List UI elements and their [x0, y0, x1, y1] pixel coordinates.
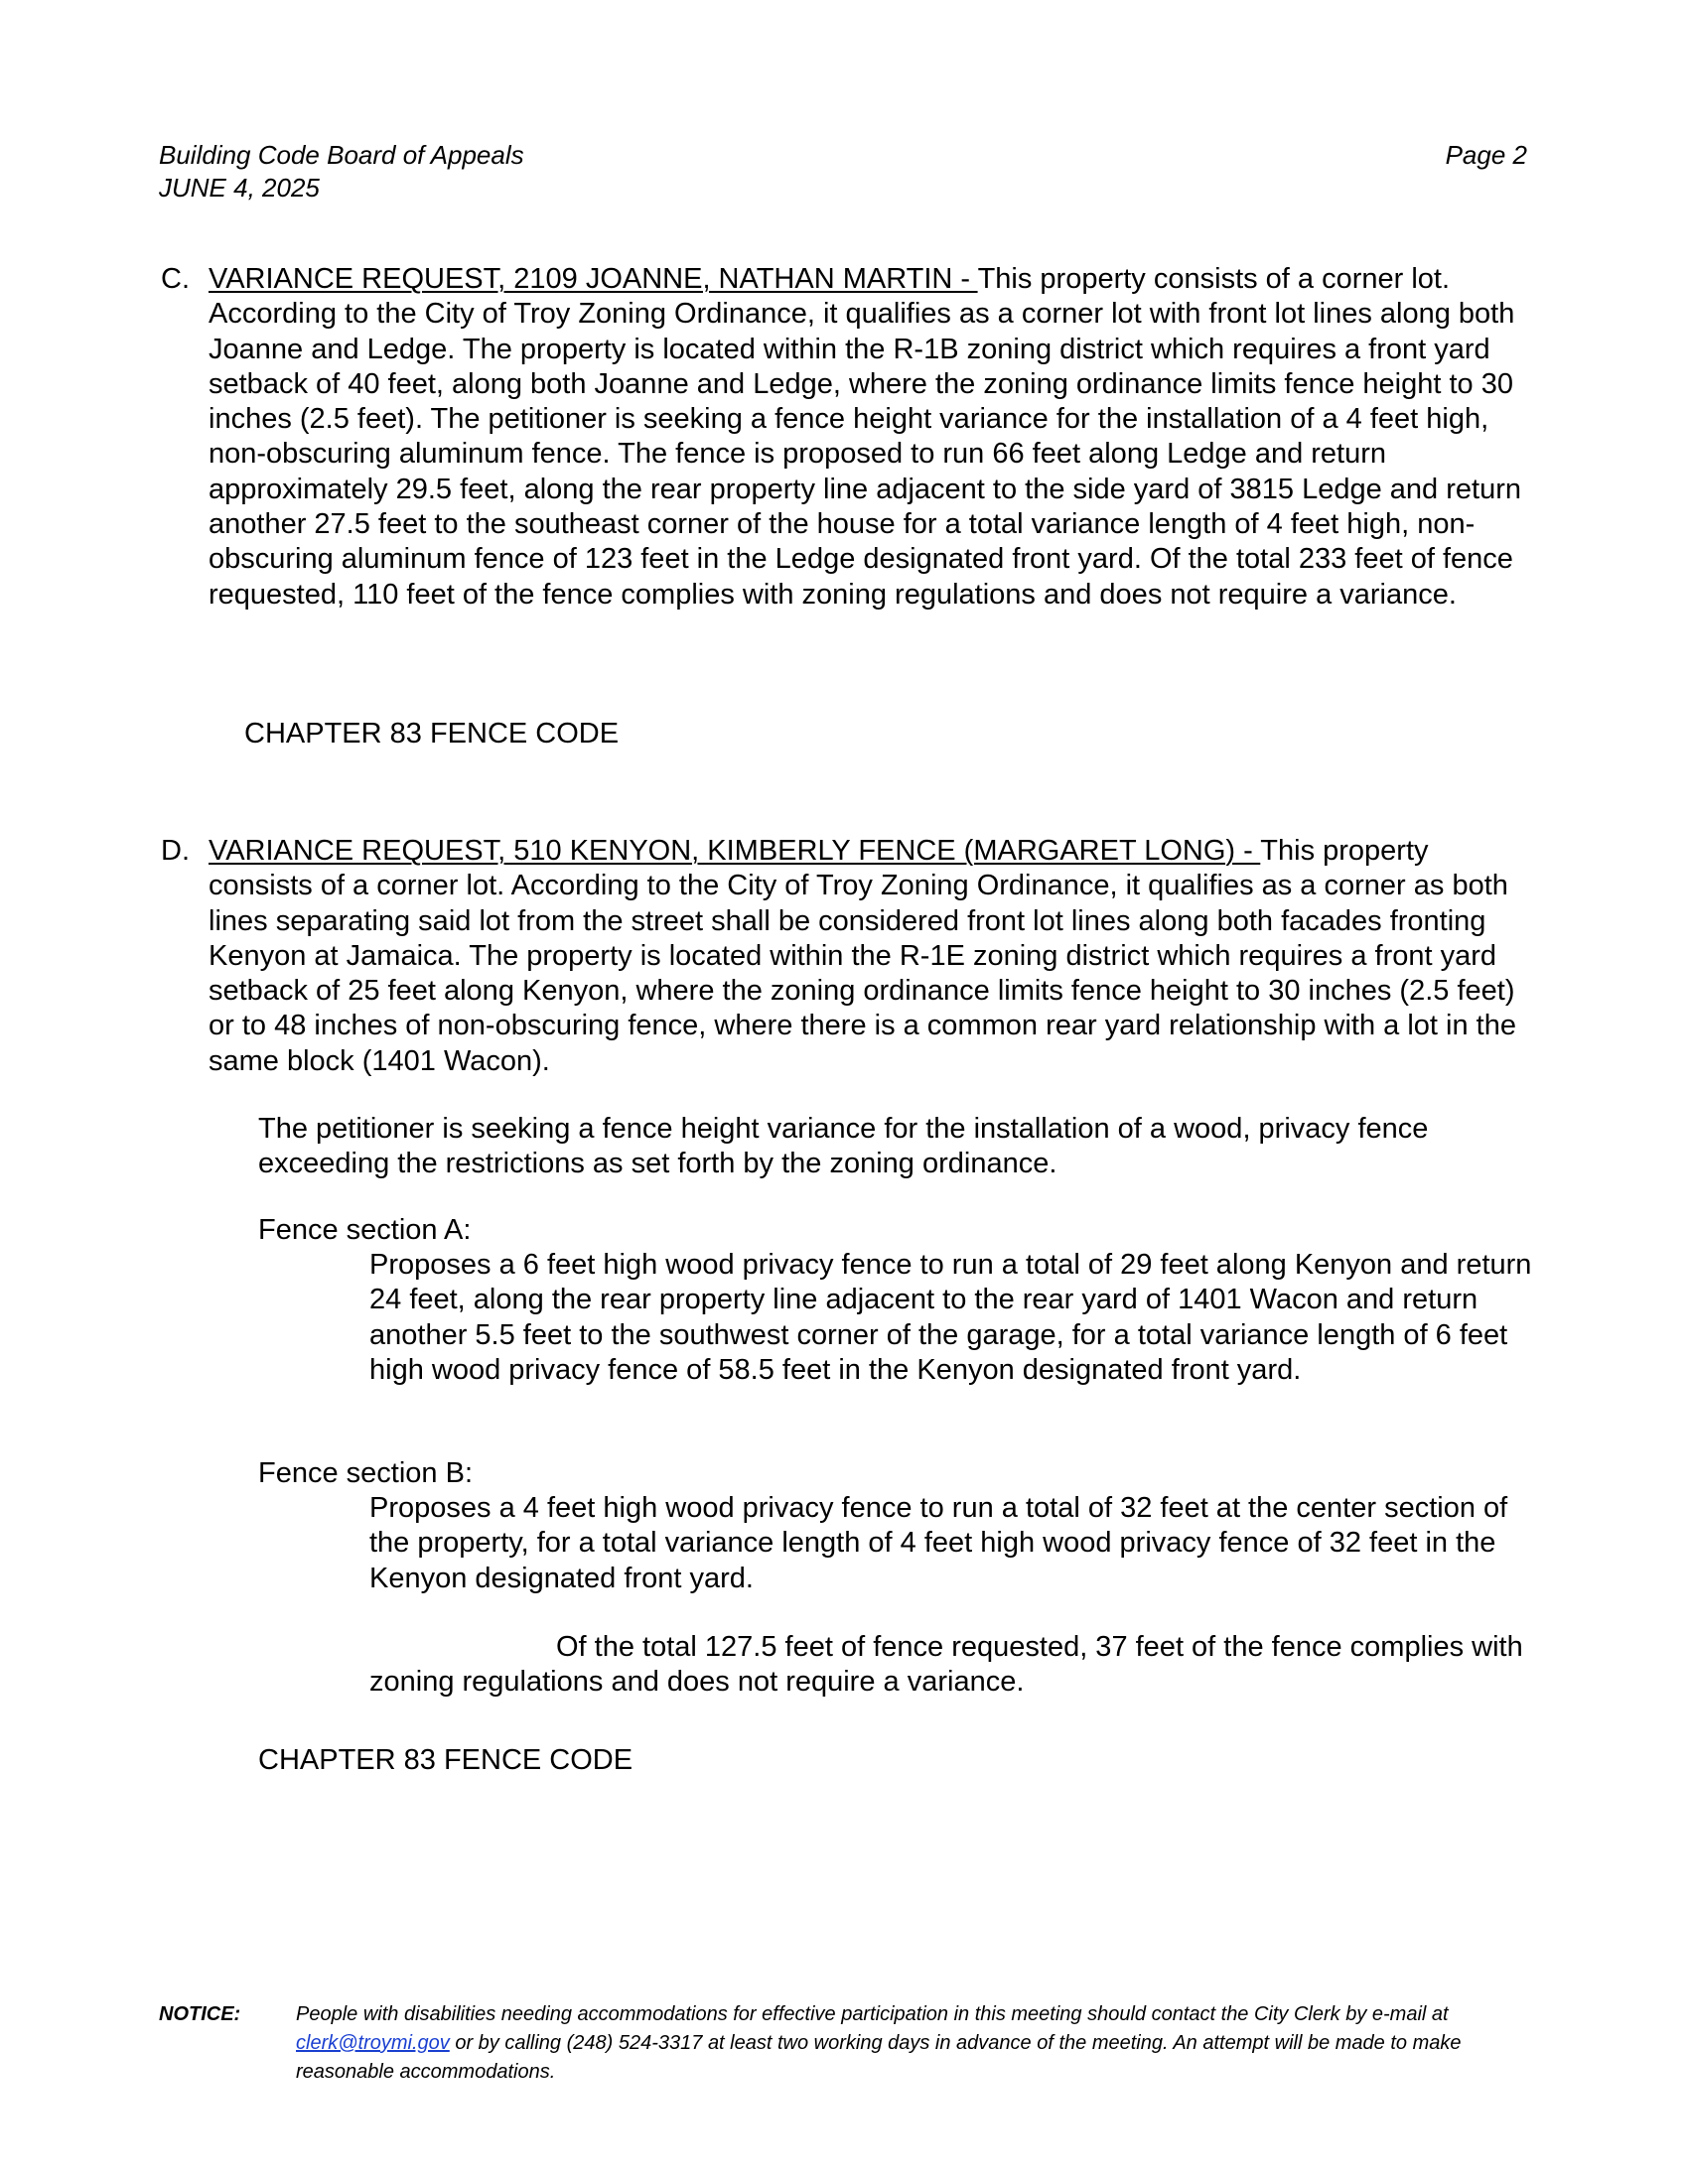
notice-text-after: or by calling (248) 524-3317 at least two working days in advance of the meeting. An attempt will be made to make reasonable accommodations.	[296, 2032, 1462, 2083]
fence-section-a-text: Proposes a 6 feet high wood privacy fence to run a total of 29 feet along Kenyon and return 24 feet, along the rear property line adjacent to the rear yard of 1401 Wacon and return another 5.5 feet to the southwest corner of the garage, for a total variance length of 6 feet high wood privacy fence of 58.5 feet in the Kenyon designated front yard.	[369, 1249, 1532, 1386]
fence-section-b-label: Fence section B:	[258, 1457, 473, 1489]
fence-summary: Of the total 127.5 feet of fence requested, 37 feet of the fence complies with zoning regulations and does not require a variance.	[369, 1631, 1523, 1699]
meeting-date: JUNE 4, 2025	[159, 173, 320, 203]
fence-section-b-text: Proposes a 4 feet high wood privacy fence to run a total of 32 feet at the center section of the property, for a total variance length of 4 feet high wood privacy fence of 32 feet in the Kenyon designated front yard.	[369, 1492, 1508, 1594]
item-c-code: CHAPTER 83 FENCE CODE	[244, 718, 620, 750]
document-header	[159, 139, 524, 205]
board-name: Building Code Board of Appeals	[159, 140, 524, 170]
item-d-body: This property consists of a corner lot. According to the City of Troy Zoning Ordinance, it qualifies as a corner as both lines separating said lot from the street shall be considered front lot lines along both facades fronting Kenyon at Jamaica. The property is located within the R-1E zoning district which requires a front yard setback of 25 feet along Kenyon, where the zoning ordinance limits fence height to 30 inches (2.5 feet) or to 48 inches of non-obscuring fence, where there is a common rear yard relationship with a lot in the same block (1401 Wacon).	[209, 835, 1516, 1077]
fence-section-a-label: Fence section A:	[258, 1214, 472, 1246]
item-d-paragraph	[209, 834, 1529, 1079]
item-c-letter: C.	[161, 263, 190, 295]
item-c-paragraph	[209, 262, 1529, 613]
agenda-item-d	[161, 834, 1529, 1079]
item-d-letter: D.	[161, 835, 190, 867]
notice-text-before: People with disabilities needing accommodations for effective participation in this meeting should contact the City Clerk by e-mail at	[296, 2003, 1449, 2025]
item-c-title: VARIANCE REQUEST, 2109 JOANNE, NATHAN MARTIN -	[209, 263, 978, 295]
notice-label: NOTICE:	[159, 2003, 241, 2025]
item-d-code: CHAPTER 83 FENCE CODE	[258, 1744, 633, 1776]
item-d-petition: The petitioner is seeking a fence height variance for the installation of a wood, privacy fence exceeding the restrictions as set forth by the zoning ordinance.	[258, 1113, 1429, 1180]
item-c-body: This property consists of a corner lot. According to the City of Troy Zoning Ordinance, it qualifies as a corner lot with front lot lines along both Joanne and Ledge. The property is located within the R-1B zoning district which requires a front yard setback of 40 feet, along both Joanne and Ledge, where the zoning ordinance limits fence height to 30 inches (2.5 feet). The petitioner is seeking a fence height variance for the installation of a 4 feet high, non-obscuring aluminum fence. The fence is proposed to run 66 feet along Ledge and return approximately 29.5 feet, along the rear property line adjacent to the side yard of 3815 Ledge and return another 27.5 feet to the southeast corner of the house for a total variance length of 4 feet high, non-obscuring aluminum fence of 123 feet in the Ledge designated front yard. Of the total 233 feet of fence requested, 110 feet of the fence complies with zoning regulations and does not require a variance.	[209, 263, 1521, 611]
notice-text	[296, 2000, 1507, 2087]
item-d-title: VARIANCE REQUEST, 510 KENYON, KIMBERLY FENCE (MARGARET LONG) -	[209, 835, 1261, 867]
agenda-item-c	[161, 262, 1529, 613]
clerk-email-link[interactable]: clerk@troymi.gov	[296, 2032, 450, 2054]
page-number: Page 2	[1445, 140, 1527, 170]
